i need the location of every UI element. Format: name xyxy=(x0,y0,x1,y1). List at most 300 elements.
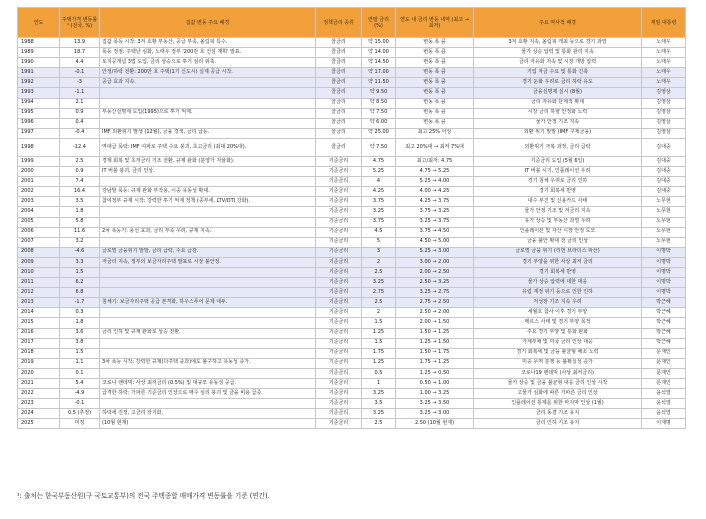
header-rate-range: 연도 내 금리 변동 내역 (최고 → 최저) xyxy=(396,8,474,38)
cell-history: 물가 상승 및 금융 불균형 대응 금리 인상 시작 xyxy=(474,379,642,389)
cell-president: 이명박 xyxy=(642,278,686,288)
table-row xyxy=(18,298,686,308)
table-row xyxy=(18,348,686,358)
cell-president: 박근혜 xyxy=(642,318,686,328)
cell-background: 역대급 폭락: IMF 여파로 주택 수요 붕괴, 초고금리 (최대 20%대). xyxy=(100,138,316,156)
cell-year: 2018 xyxy=(18,348,60,358)
cell-year: 1998 xyxy=(18,138,60,156)
cell-price-change: 0.9 xyxy=(60,167,100,177)
cell-history: 금리 인하 기조 유지 xyxy=(474,419,642,429)
cell-rate-range: 4.00 → 4.25 xyxy=(396,187,474,197)
cell-price-change: 4.4 xyxy=(60,58,100,68)
table-row xyxy=(18,197,686,207)
cell-history: 저성장 기조 지속 우려 xyxy=(474,298,642,308)
cell-history: 코로나19 팬데믹 (사상 최저금리) xyxy=(474,368,642,378)
cell-history: 시장 금리 하향 안정화 노력 xyxy=(474,108,642,118)
cell-rate-type: 콜금리 xyxy=(316,48,362,58)
cell-price-change: 18.7 xyxy=(60,48,100,58)
cell-president: 김대중 xyxy=(642,177,686,187)
cell-year-end-rate: 3 xyxy=(362,247,396,257)
cell-background: 2차 폭등기: 풍선 효과, 금리 부족 우려, 규제 지속. xyxy=(100,227,316,237)
cell-history: 유가 상승 및 부동산 과열 우려 xyxy=(474,217,642,227)
table-row xyxy=(18,308,686,318)
cell-rate-range: 1.00 → 3.25 xyxy=(396,389,474,399)
cell-background xyxy=(100,348,316,358)
cell-history: 기준금리 도입 (5월 6일) xyxy=(474,156,642,166)
cell-history: 경기 부양을 위한 사상 최저 금리 xyxy=(474,257,642,267)
cell-rate-range: 변동 폭 큼 xyxy=(396,48,474,58)
cell-president: 윤석열 xyxy=(642,409,686,419)
cell-year-end-rate: 3.25 xyxy=(362,409,396,419)
cell-background: 글로벌 금융위기 발발, 금리 급락, 수요 급감. xyxy=(100,247,316,257)
cell-background xyxy=(100,308,316,318)
cell-year: 2005 xyxy=(18,217,60,227)
cell-year-end-rate: 1.5 xyxy=(362,318,396,328)
cell-year: 2017 xyxy=(18,338,60,348)
cell-background xyxy=(100,288,316,298)
cell-year-end-rate: 4.75 xyxy=(362,156,396,166)
cell-year: 2007 xyxy=(18,237,60,247)
cell-rate-range: 변동 폭 큼 xyxy=(396,78,474,88)
cell-year-end-rate: 5 xyxy=(362,237,396,247)
cell-rate-type: 기준금리 xyxy=(316,156,362,166)
footnote: ¹: 출처는 한국부동산원(구 국토교통부)의 전국 주택종합 매매가격 변동률을 기준 (연간). xyxy=(17,492,270,500)
header-rate-type: 정책금리 종류 xyxy=(316,8,362,38)
data-table xyxy=(17,7,686,429)
cell-history: IT 버블 시기, 인플레이션 우려 xyxy=(474,167,642,177)
cell-year: 1990 xyxy=(18,58,60,68)
cell-rate-type: 기준금리 xyxy=(316,358,362,368)
cell-background: 저금리 지속, 정부의 보금자리주택 발표로 시장 불안정. xyxy=(100,257,316,267)
table-row xyxy=(18,58,686,68)
cell-president: 노태우 xyxy=(642,78,686,88)
cell-price-change: 3.6 xyxy=(60,328,100,338)
cell-year: 2002 xyxy=(18,187,60,197)
cell-background xyxy=(100,237,316,247)
cell-year: 2000 xyxy=(18,167,60,177)
cell-president: 노태우 xyxy=(642,48,686,58)
cell-year: 1992 xyxy=(18,78,60,88)
cell-background: 급격한 하락: 가파른 기준금리 인상으로 매수 심리 붕괴 및 금융 비용 급증. xyxy=(100,389,316,399)
cell-history: 가계부채 및 미국 금리 인상 대응 xyxy=(474,338,642,348)
cell-rate-type: 콜금리 xyxy=(316,78,362,88)
cell-background: 안정/하락 전환: 200만 호 주택(1기 신도시) 실제 공급 시작. xyxy=(100,68,316,78)
table-row xyxy=(18,68,686,78)
cell-price-change: 2.1 xyxy=(60,98,100,108)
table-row xyxy=(18,217,686,227)
cell-year-end-rate: 2 xyxy=(362,308,396,318)
cell-rate-range: 3.75 → 4.50 xyxy=(396,227,474,237)
table-row xyxy=(18,328,686,338)
cell-rate-type: 기준금리 xyxy=(316,197,362,207)
cell-year-end-rate: 3.25 xyxy=(362,278,396,288)
cell-rate-type: 기준금리 xyxy=(316,399,362,409)
cell-president: 김영삼 xyxy=(642,108,686,118)
cell-year: 2020 xyxy=(18,368,60,378)
cell-year-end-rate: 약 14.50 xyxy=(362,58,396,68)
cell-history: 외환위기 극복 과정, 금리 급락 xyxy=(474,138,642,156)
cell-history: 메르스 사태 및 경기 부양 목적 xyxy=(474,318,642,328)
cell-rate-type: 콜금리 xyxy=(316,108,362,118)
cell-rate-type: 기준금리 xyxy=(316,187,362,197)
cell-year: 2013 xyxy=(18,298,60,308)
cell-background xyxy=(100,98,316,108)
cell-president: 노무현 xyxy=(642,217,686,227)
cell-rate-range: 3.00 → 2.00 xyxy=(396,257,474,267)
cell-year-end-rate: 약 9.50 xyxy=(362,88,396,98)
cell-price-change: 2.5 xyxy=(60,156,100,166)
cell-year: 2009 xyxy=(18,257,60,267)
cell-background: (10월 현재) xyxy=(100,419,316,429)
cell-background xyxy=(100,368,316,378)
cell-background xyxy=(100,338,316,348)
cell-price-change: 0.3 xyxy=(60,308,100,318)
cell-year: 1988 xyxy=(18,38,60,48)
cell-price-change: 0.9 xyxy=(60,108,100,118)
cell-year-end-rate: 1.25 xyxy=(362,358,396,368)
cell-history: 물가 상승 압력 및 통화 관리 지속 xyxy=(474,48,642,58)
cell-president: 문재인 xyxy=(642,348,686,358)
cell-rate-range: 0.50 → 1.00 xyxy=(396,379,474,389)
table-row xyxy=(18,78,686,88)
cell-price-change: 16.4 xyxy=(60,187,100,197)
cell-price-change: -12.4 xyxy=(60,138,100,156)
cell-rate-type: 기준금리 xyxy=(316,338,362,348)
cell-price-change: -1.7 xyxy=(60,298,100,308)
cell-price-change: 5.8 xyxy=(60,217,100,227)
cell-rate-range: 최고 25% 이상 xyxy=(396,128,474,138)
cell-year: 1991 xyxy=(18,68,60,78)
cell-president: 노태우 xyxy=(642,38,686,48)
cell-president: 김영삼 xyxy=(642,88,686,98)
cell-year-end-rate: 약 14.00 xyxy=(362,48,396,58)
cell-year-end-rate: 1.25 xyxy=(362,328,396,338)
cell-price-change: 3.5 xyxy=(60,197,100,207)
cell-year: 1999 xyxy=(18,156,60,166)
table-row xyxy=(18,399,686,409)
cell-background: 3차 폭등 시작: 강력한 규제(다주택 중과)에도 불구하고 유동성 증가. xyxy=(100,358,316,368)
cell-year: 2008 xyxy=(18,247,60,257)
table-row xyxy=(18,267,686,277)
cell-president: 김대중 xyxy=(642,138,686,156)
cell-rate-range: 3.75 → 3.25 xyxy=(396,207,474,217)
cell-rate-range: 4.25 → 3.75 xyxy=(396,197,474,207)
cell-president: 이명박 xyxy=(642,257,686,267)
table-row xyxy=(18,207,686,217)
cell-price-change: 7.4 xyxy=(60,177,100,187)
cell-history: 금융 불안 확대 전 금리 인상 xyxy=(474,237,642,247)
table-row xyxy=(18,247,686,257)
cell-rate-range: 4.75 → 5.25 xyxy=(396,167,474,177)
cell-year-end-rate: 2.5 xyxy=(362,419,396,429)
cell-history: 외환 위기 발발 (IMF 구제금융) xyxy=(474,128,642,138)
cell-year: 2024 xyxy=(18,409,60,419)
cell-rate-type: 기준금리 xyxy=(316,257,362,267)
table-row xyxy=(18,379,686,389)
header-year: 연도 xyxy=(18,8,60,38)
cell-rate-range: 변동 폭 큼 xyxy=(396,38,474,48)
cell-price-change: 1.8 xyxy=(60,318,100,328)
table-row xyxy=(18,156,686,166)
cell-president: 노무현 xyxy=(642,227,686,237)
cell-history: 내수 부진 및 신용카드 사태 xyxy=(474,197,642,207)
cell-price-change: -4.6 xyxy=(60,247,100,257)
cell-rate-type: 기준금리 xyxy=(316,419,362,429)
cell-president: 김영삼 xyxy=(642,128,686,138)
cell-year: 1996 xyxy=(18,118,60,128)
cell-year-end-rate: 1 xyxy=(362,379,396,389)
cell-rate-range: 4.50 → 5.00 xyxy=(396,237,474,247)
cell-history: 금리 동결 기조 유지 xyxy=(474,409,642,419)
cell-background xyxy=(100,399,316,409)
cell-rate-range: 최고/최저: 4.75 xyxy=(396,156,474,166)
cell-president: 노무현 xyxy=(642,207,686,217)
table-row xyxy=(18,358,686,368)
cell-year-end-rate: 2.5 xyxy=(362,298,396,308)
cell-year-end-rate: 4 xyxy=(362,177,396,187)
cell-year: 2014 xyxy=(18,308,60,318)
cell-year-end-rate: 3.25 xyxy=(362,389,396,399)
cell-president: 김대중 xyxy=(642,187,686,197)
cell-price-change: 1.8 xyxy=(60,207,100,217)
cell-price-change: 6.2 xyxy=(60,278,100,288)
cell-history: 인플레이션 및 자산 시장 안정 도모 xyxy=(474,227,642,237)
table-row xyxy=(18,368,686,378)
cell-year-end-rate: 3.25 xyxy=(362,207,396,217)
cell-background: 침체기: 보금자리주택 공급 본격화, 하우스푸어 문제 대두. xyxy=(100,298,316,308)
cell-year: 1995 xyxy=(18,108,60,118)
cell-president: 박근혜 xyxy=(642,338,686,348)
cell-price-change: 6.8 xyxy=(60,288,100,298)
cell-year: 2016 xyxy=(18,328,60,338)
cell-rate-range: 3.25 → 2.75 xyxy=(396,288,474,298)
cell-year: 2001 xyxy=(18,177,60,187)
cell-background: IT 버블 붕괴, 금리 인상. xyxy=(100,167,316,177)
cell-history: 인플레이션 통제를 위한 마지막 인상 (1월) xyxy=(474,399,642,409)
cell-year-end-rate: 3.75 xyxy=(362,217,396,227)
cell-history: 유럽 재정 위기 등으로 인한 인하 xyxy=(474,288,642,298)
cell-rate-range: 5.25 → 3.00 xyxy=(396,247,474,257)
table-row xyxy=(18,128,686,138)
cell-rate-range: 3.25 → 3.50 xyxy=(396,399,474,409)
cell-rate-type: 콜금리 xyxy=(316,68,362,78)
cell-price-change: 0.5 (추정) xyxy=(60,409,100,419)
cell-price-change: -0.1 xyxy=(60,68,100,78)
cell-price-change: 0.4 xyxy=(60,118,100,128)
cell-price-change: 3.8 xyxy=(60,338,100,348)
cell-background xyxy=(100,88,316,98)
cell-year-end-rate: 5.25 xyxy=(362,167,396,177)
cell-history: 금리 자유화 지속 및 시장 개방 압력 xyxy=(474,58,642,68)
cell-rate-type: 기준금리 xyxy=(316,318,362,328)
cell-rate-range: 1.50 → 1.75 xyxy=(396,348,474,358)
cell-president: 김대중 xyxy=(642,156,686,166)
table-row xyxy=(18,409,686,419)
cell-rate-type: 기준금리 xyxy=(316,247,362,257)
cell-president: 윤석열 xyxy=(642,389,686,399)
cell-year-end-rate: 약 7.50 xyxy=(362,138,396,156)
cell-rate-range: 2.50 → 2.00 xyxy=(396,308,474,318)
cell-president: 김대중 xyxy=(642,167,686,177)
cell-year-end-rate: 2.5 xyxy=(362,267,396,277)
table-row xyxy=(18,288,686,298)
cell-year: 2006 xyxy=(18,227,60,237)
cell-year: 2022 xyxy=(18,389,60,399)
cell-background: IMF 외환위기 발생 (12월), 금융 경색, 금리 급등. xyxy=(100,128,316,138)
table-row xyxy=(18,237,686,247)
cell-rate-type: 콜금리 xyxy=(316,128,362,138)
cell-rate-type: 기준금리 xyxy=(316,278,362,288)
cell-year: 1989 xyxy=(18,48,60,58)
cell-year-end-rate: 4.25 xyxy=(362,187,396,197)
cell-year-end-rate: 1.5 xyxy=(362,338,396,348)
cell-rate-type: 콜금리 xyxy=(316,58,362,68)
cell-year: 2015 xyxy=(18,318,60,328)
cell-history: 경기 둔화 우려로 금리 하락 유도 xyxy=(474,78,642,88)
cell-rate-type: 기준금리 xyxy=(316,237,362,247)
cell-year: 2023 xyxy=(18,399,60,409)
cell-rate-range: 1.50 → 1.25 xyxy=(396,328,474,338)
cell-year-end-rate: 약 7.50 xyxy=(362,108,396,118)
cell-rate-type: 기준금리 xyxy=(316,298,362,308)
cell-background: 집값 폭등 시작: 3저 호황 부동산, 공급 부족, 올림픽 특수. xyxy=(100,38,316,48)
cell-year-end-rate: 3.75 xyxy=(362,197,396,207)
table-row xyxy=(18,98,686,108)
header-background: 집값 변동 주요 배경 xyxy=(100,8,316,38)
cell-price-change: 5.4 xyxy=(60,379,100,389)
cell-price-change: -0.1 xyxy=(60,399,100,409)
cell-rate-type: 기준금리 xyxy=(316,409,362,419)
cell-president: 박근혜 xyxy=(642,328,686,338)
cell-year-end-rate: 약 11.50 xyxy=(362,78,396,88)
cell-rate-type: 기준금리 xyxy=(316,217,362,227)
cell-president: 노태우 xyxy=(642,68,686,78)
cell-rate-range: 2.50 → 3.25 xyxy=(396,278,474,288)
cell-year-end-rate: 약 17.00 xyxy=(362,68,396,78)
cell-president: 노무현 xyxy=(642,237,686,247)
cell-rate-range: 1.25 → 0.50 xyxy=(396,368,474,378)
cell-year: 2019 xyxy=(18,358,60,368)
header-year-end-rate: 연말 금리 (%) xyxy=(362,8,396,38)
cell-rate-range: 1.75 → 1.25 xyxy=(396,358,474,368)
cell-history: 금융실명제 실시 (8월) xyxy=(474,88,642,98)
cell-history: 미중 무역 분쟁 등 불확실성 증가 xyxy=(474,358,642,368)
cell-history: 글로벌 금융 위기 (리먼 브라더스 파산) xyxy=(474,247,642,257)
cell-rate-type: 기준금리 xyxy=(316,288,362,298)
cell-year-end-rate: 0.5 xyxy=(362,368,396,378)
cell-president: 김영삼 xyxy=(642,98,686,108)
cell-rate-type: 기준금리 xyxy=(316,379,362,389)
cell-history: 3저 호황 지속, 올림픽 개최 등으로 경기 과열 xyxy=(474,38,642,48)
header-history: 주요 역사적 배경 xyxy=(474,8,642,38)
cell-rate-range: 최고 20%대 → 최저 7%대 xyxy=(396,138,474,156)
cell-background: 토지공개념 3법 도입, 금리 상승으로 투기 심리 위축. xyxy=(100,58,316,68)
cell-president: 문재인 xyxy=(642,379,686,389)
cell-year-end-rate: 2 xyxy=(362,257,396,267)
cell-president: 노태우 xyxy=(642,58,686,68)
cell-rate-type: 기준금리 xyxy=(316,167,362,177)
cell-rate-range: 변동 폭 큼 xyxy=(396,118,474,128)
cell-rate-type: 기준금리 xyxy=(316,368,362,378)
table-row xyxy=(18,318,686,328)
cell-rate-range: 변동 폭 큼 xyxy=(396,88,474,98)
cell-rate-type: 기준금리 xyxy=(316,227,362,237)
cell-history: 경기 회복세 반영 xyxy=(474,187,642,197)
table-row xyxy=(18,88,686,98)
cell-price-change: 미정 xyxy=(60,419,100,429)
table-row xyxy=(18,227,686,237)
cell-price-change: -1.1 xyxy=(60,88,100,98)
cell-president: 박근혜 xyxy=(642,298,686,308)
cell-rate-type: 콜금리 xyxy=(316,138,362,156)
cell-president: 박근혜 xyxy=(642,308,686,318)
cell-price-change: 1.1 xyxy=(60,358,100,368)
cell-year: 2025 xyxy=(18,419,60,429)
cell-background xyxy=(100,217,316,227)
cell-background: 경제 회복 및 초저금리 기조 전환, 규제 완화 (분양가 자율화). xyxy=(100,156,316,166)
cell-background: 폭등 정점: 주택난 심화, 노태우 정부 '200만 호 건설 계획' 발표. xyxy=(100,48,316,58)
cell-rate-type: 콜금리 xyxy=(316,118,362,128)
cell-president: 이명박 xyxy=(642,267,686,277)
table-row xyxy=(18,389,686,399)
cell-history: 경기 회복세 및 금융 불균형 해소 노력 xyxy=(474,348,642,358)
table-row xyxy=(18,38,686,48)
cell-rate-range: 5.25 → 4.00 xyxy=(396,177,474,187)
cell-rate-range: 변동 폭 큼 xyxy=(396,98,474,108)
cell-background xyxy=(100,207,316,217)
cell-year-end-rate: 4.5 xyxy=(362,227,396,237)
table-row xyxy=(18,419,686,429)
cell-rate-type: 기준금리 xyxy=(316,308,362,318)
cell-rate-range: 2.00 → 1.50 xyxy=(396,318,474,328)
cell-rate-type: 기준금리 xyxy=(316,348,362,358)
cell-year: 2010 xyxy=(18,267,60,277)
cell-rate-type: 콜금리 xyxy=(316,38,362,48)
table-row xyxy=(18,257,686,267)
cell-price-change: -3 xyxy=(60,78,100,88)
cell-year-end-rate: 약 25.00 xyxy=(362,128,396,138)
cell-rate-type: 기준금리 xyxy=(316,328,362,338)
cell-rate-range: 변동 폭 큼 xyxy=(396,58,474,68)
cell-year: 1994 xyxy=(18,98,60,108)
cell-year-end-rate: 약 6.00 xyxy=(362,118,396,128)
cell-history: 물가 안정 기조 지속 xyxy=(474,118,642,128)
cell-background: 부동산실명제 도입(1995)으로 투기 억제. xyxy=(100,108,316,118)
table-row xyxy=(18,48,686,58)
cell-year-end-rate: 약 8.50 xyxy=(362,98,396,108)
cell-year-end-rate: 2.75 xyxy=(362,288,396,298)
cell-rate-range: 3.25 → 3.00 xyxy=(396,409,474,419)
cell-president: 노무현 xyxy=(642,197,686,207)
table-row xyxy=(18,138,686,156)
table-row xyxy=(18,187,686,197)
cell-rate-range: 2.75 → 2.50 xyxy=(396,298,474,308)
cell-rate-range: 2.50 (10월 현재) xyxy=(396,419,474,429)
cell-president: 윤석열 xyxy=(642,399,686,409)
header-row xyxy=(18,8,686,38)
cell-history: 세월호 참사 이후 경기 부양 xyxy=(474,308,642,318)
cell-year: 2012 xyxy=(18,288,60,298)
table-body xyxy=(18,38,686,429)
cell-history: 물가 상승 압력에 대한 대응 xyxy=(474,278,642,288)
cell-rate-range: 1.25 → 1.50 xyxy=(396,338,474,348)
cell-background: 하락세 진정, 고금리 장기화. xyxy=(100,409,316,419)
cell-year: 2003 xyxy=(18,197,60,207)
cell-background xyxy=(100,118,316,128)
cell-year: 1997 xyxy=(18,128,60,138)
cell-price-change: 1.5 xyxy=(60,348,100,358)
cell-background: 금리 인하 및 규제 완화로 상승 전환. xyxy=(100,328,316,338)
